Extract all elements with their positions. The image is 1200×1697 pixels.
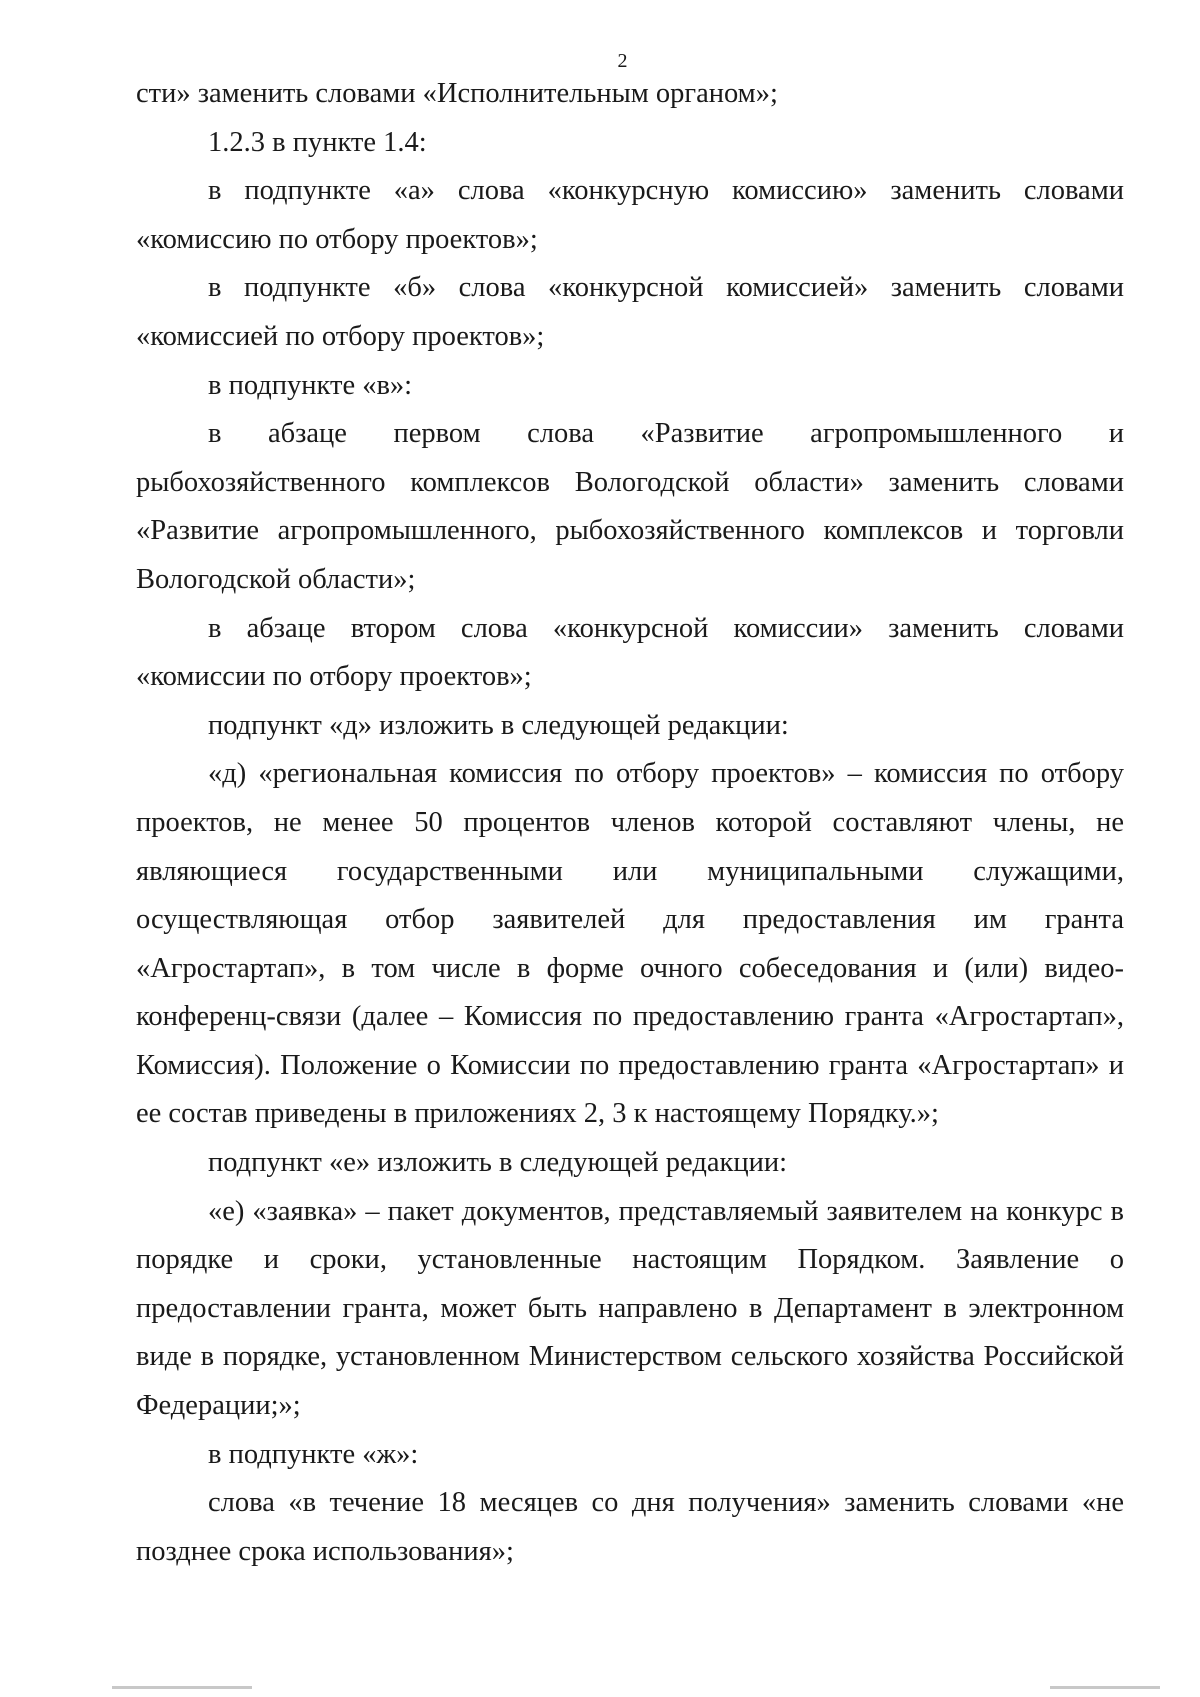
document-body: [136, 70, 1124, 1576]
paragraph-subitem-e-text: «е) «заявка» – пакет документов, представляемый заявителем на конкурс в порядке и сроки, установленные настоящим Порядком. Заявление о предоставлении гранта, может быть направлено в Департамент в электронном виде в порядке, установленном Министерством сельского хозяйства Российской Федерации;»;: [136, 1195, 1124, 1422]
scan-artifact: [112, 1686, 252, 1689]
paragraph-subitem-zh-text: слова «в течение 18 месяцев со дня получения» заменить словами «не позднее срока использования»;: [136, 1487, 1124, 1567]
paragraph-item-1-2-3: 1.2.3 в пункте 1.4:: [208, 126, 427, 158]
paragraph-subitem-b: в подпункте «б» слова «конкурсной комиссией» заменить словами «комиссией по отбору проектов»;: [136, 272, 1124, 352]
scan-artifact: [1050, 1686, 1160, 1689]
paragraph-subitem-v-first-abzac: в абзаце первом слова «Развитие агропромышленного и рыбохозяйственного комплексов Вологодской области» заменить словами «Развитие агропромышленного, рыбохозяйственного комплексов и торговли Вологодской области»;: [136, 418, 1124, 595]
paragraph-continuation: сти» заменить словами «Исполнительным органом»;: [136, 78, 778, 109]
page-number: 2: [617, 50, 628, 72]
paragraph-subitem-a: в подпункте «а» слова «конкурсную комиссию» заменить словами «комиссию по отбору проектов»;: [136, 175, 1124, 255]
paragraph-subitem-zh-heading: в подпункте «ж»:: [208, 1438, 419, 1470]
paragraph-subitem-v-heading: в подпункте «в»:: [208, 369, 413, 401]
paragraph-subitem-d-heading: подпункт «д» изложить в следующей редакции:: [208, 709, 789, 741]
paragraph-subitem-d-text: «д) «региональная комиссия по отбору проектов» – комиссия по отбору проектов, не менее 50 процентов членов которой составляют члены, не являющиеся государственными или муниципальными служащими, осуществляющая отбор заявителей для предоставления им гранта «Агростартап», в том числе в форме очного собеседования и (или) видео-конференц-связи (далее – Комиссия по предоставлению гранта «Агростартап», Комиссия). Положение о Комиссии по предоставлению гранта «Агростартап» и ее состав приведены в приложениях 2, 3 к настоящему Порядку.»;: [136, 758, 1124, 1130]
paragraph-subitem-e-heading: подпункт «е» изложить в следующей редакции:: [208, 1147, 787, 1179]
paragraph-subitem-v-second-abzac: в абзаце втором слова «конкурсной комиссии» заменить словами «комиссии по отбору проектов»;: [136, 612, 1124, 693]
